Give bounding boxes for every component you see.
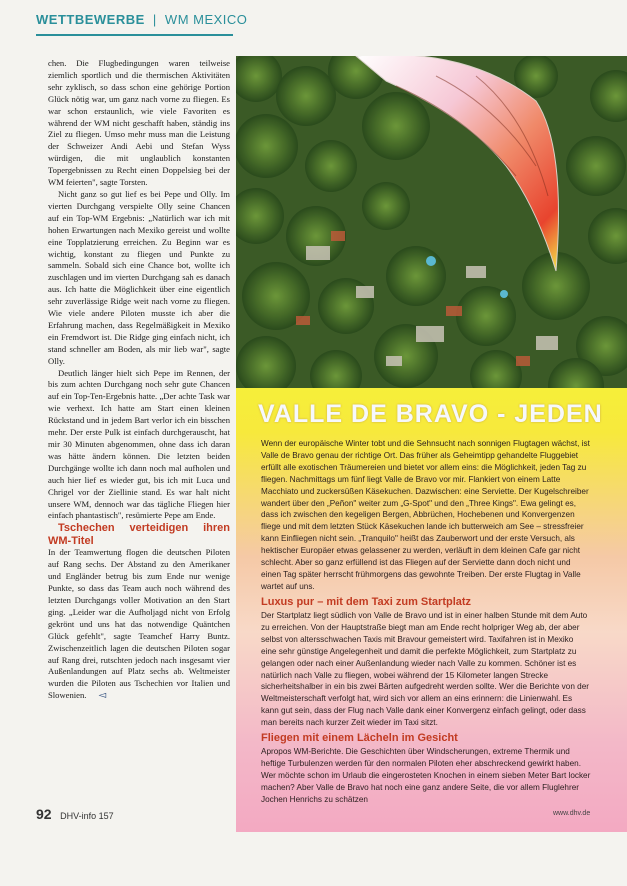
article-title: VALLE DE BRAVO - JEDEN (258, 400, 603, 428)
paraglider-photo (236, 56, 627, 388)
left-paragraph: chen. Die Flugbedingungen waren teilweise ziemlich sportlich und die thermischen Aktivitäten sehr zyklisch, so dass schon eine gehörige Portion Glück nötig war, um ganz nach vorne zu fliegen. Es war schon erstaunlich, wie viele Favoriten es während der WM nicht geschafft haben, ständig ins Ziel zu fliegen. Umso mehr muss man die Leistung der Schweizer Andi Aebi und Stefan Wyss würdigen, die mit unglaublich konstanten Topergebnissen zu Recht einen Doppelsieg bei der WM feierten", sagte Torsten. (48, 58, 230, 188)
footer-left (36, 806, 114, 822)
header-rule (36, 34, 233, 36)
header-category: WETTBEWERBE (36, 12, 145, 27)
magazine-name: DHV-info 157 (60, 811, 114, 821)
left-column (48, 58, 230, 702)
left-subheading: Tschechen verteidigen ihren WM-Titel (48, 522, 230, 547)
left-paragraph (48, 547, 230, 702)
photo-illustration (236, 56, 627, 388)
end-triangle-icon: ◅ (98, 690, 107, 702)
left-paragraph: Deutlich länger hielt sich Pepe im Rennen, der bis zum achten Durchgang noch sehr gute Chancen auf ein Top-Ten-Ergebnis hatte. „Der achte Task war wie verhext. Ich hatte am Start einen kleinen Rückstand und in jedem Bart verlor ich ein bisschen mehr. Der erste Pulk ist einfach durchgerauscht, hat mir 30 Minuten abgenommen, ohne dass ich daran was hätte ändern können. Die letzten beiden Durchgänge wollte ich dann noch mal aufholen und auch hier lief es wieder gut, bis ich mit Luca und Chrigel vor der Ziellinie stand. Es war halt nicht unsere WM, dennoch war das tägliche Fliegen hier einfach phantastisch", resümierte Pepe am Ende. (48, 367, 230, 521)
section2-heading: Fliegen mit einem Lächeln im Gesicht (261, 732, 458, 744)
header-subcategory: WM MEXICO (164, 12, 248, 27)
left-paragraph: Nicht ganz so gut lief es bei Pepe und Olly. Im vierten Durchgang verspielte Olly seine Chancen auf ein Top-WM Ergebnis: „Natürlich war ich mit hohen Erwartungen nach Mexiko gereist und wollte eine Topplatzierung erreichen. Zu Beginn war es wichtig, konstant zu fliegen und Punkte zu sammeln. Sobald sich eine Chance bot, wollte ich zuschlagen und im vierten Durchgang sah es danach aus. Ich hatte die Möglichkeit über eine eigentlich sehr zuverlässige Ridge weit nach vorne zu fliegen. Wie viele andere Piloten musste ich aber die Erfahrung machen, dass Regelmäßigkeit in Mexiko ein Fremdwort ist. Die Ridge ging einfach nicht, ich stand schneller am Boden, als mir lieb war", sagte Olly. (48, 188, 230, 366)
section1-heading: Luxus pur – mit dem Taxi zum Startplatz (261, 596, 472, 608)
footer-url: www.dhv.de (553, 810, 591, 817)
header-separator: | (152, 12, 157, 27)
section2-paragraph: Apropos WM-Berichte. Die Geschichten über Windscherungen, extreme Thermik und heftige Turbulenzen werden für den normalen Piloten eher abschreckend gewirkt haben. Wer möchte schon im Urlaub die eingerosteten Knochen in einem sieben Meter Bart locker machen? Aber Valle de Bravo hat noch eine ganz andere Seite, die vor allem Fluglehrer Jochen Henrichs zu schätzen (261, 747, 591, 804)
intro-paragraph: Wenn der europäische Winter tobt und die Sehnsucht nach sonnigen Flugtagen wächst, ist Valle de Bravo genau der richtige Ort. Das früher als Geheimtipp gehandelte Fluggebiet erfüllt alle exotischen Träumereien und bietet vor allem eins: die Möglichkeit, jeden Tag zu fliegen. Nachmittags um fünf liegt Valle de Bravo vor mir. Flankiert von einem Latte Macchiato und zuckersüßen Käsekuchen. Dazwischen: eine Serviette. Der Kugelschreiber wandert über den „Peñon" weiter zum „G-Spot" und den „Three Kings". Ewa gelingt es, dass ich zwischen den kegeligen Bergen, Abbrüchen, Hochebenen und Konvergenzen fliege und mit dem letzten Stück Käsekuchen lande ich butterweich am See – stressfreier kann Einfliegen nicht sein. „Tranquilo" heißt das Zauberwort und der erste Versuch, als hektischer Europäer etwas gelassener zu werden, verläuft in dem kleinen Cafe gar nicht schlecht. Aber so ganz erfüllend ist das Fliegen auf der Serviette dann doch nicht und einen Tag später herrscht frühmorgens das gewohnte Treiben. Der erste Flugtag in Valle wartet auf uns. (261, 439, 590, 591)
left-last-paragraph: In der Teamwertung flogen die deutschen Piloten auf Rang sechs. Der Abstand zu den Amerikaner und Engländer betrug bis zum Ende nur wenige Punkte, so dass das Team auch noch während des letzten Durchgangs voller Motivation an den Start ging. „Leider war die Aufholjagd nicht von Erfolg gekrönt und uns hat das notwendige Quäntchen Glück gefehlt", sagte Teamchef Harry Buntz. Zwischenzeitlich lagen die deutschen Piloten sogar auf Rang drei, rutschten jedoch nach insgesamt vier Außenlandungen auf Platz sechs ab. Weltmeister wurden die Piloten aus Tschechien vor Italien und Slowenien. (48, 547, 230, 701)
page-number: 92 (36, 806, 52, 822)
section-header (36, 12, 247, 27)
section1-paragraph: Der Startplatz liegt südlich von Valle de Bravo und ist in einer halben Stunde mit dem Auto zu erreichen. Von der Hauptstraße biegt man am Ende recht holpriger Weg ab, der aber selbst von altersschwachen Taxis mit Bravour gemeistert wird. Taxifahren ist in Mexiko eine sehr günstige Angelegenheit und damit die perfekte Möglichkeit, zum Startplatz zu gelangen oder nach einer Außenlandung wieder nach Valle zu kommen. Schöner ist es natürlich nach Valle zu fliegen, wobei während der 15 Kilometer langen Strecke sicherheitshalber in ein bis zwei Bärten aufgedreht werden sollte. Wer die Berichte von der Weltmeisterschaft verfolgt hat, wird sich vor allem an eins erinnern: die Linienwahl. Es kann gut sein, dass der Flug nach Valle dank einer Konvergenz einfach gelingt, oder dass man bereits nach kurzer Zeit wieder im Taxi sitzt. (261, 611, 589, 728)
